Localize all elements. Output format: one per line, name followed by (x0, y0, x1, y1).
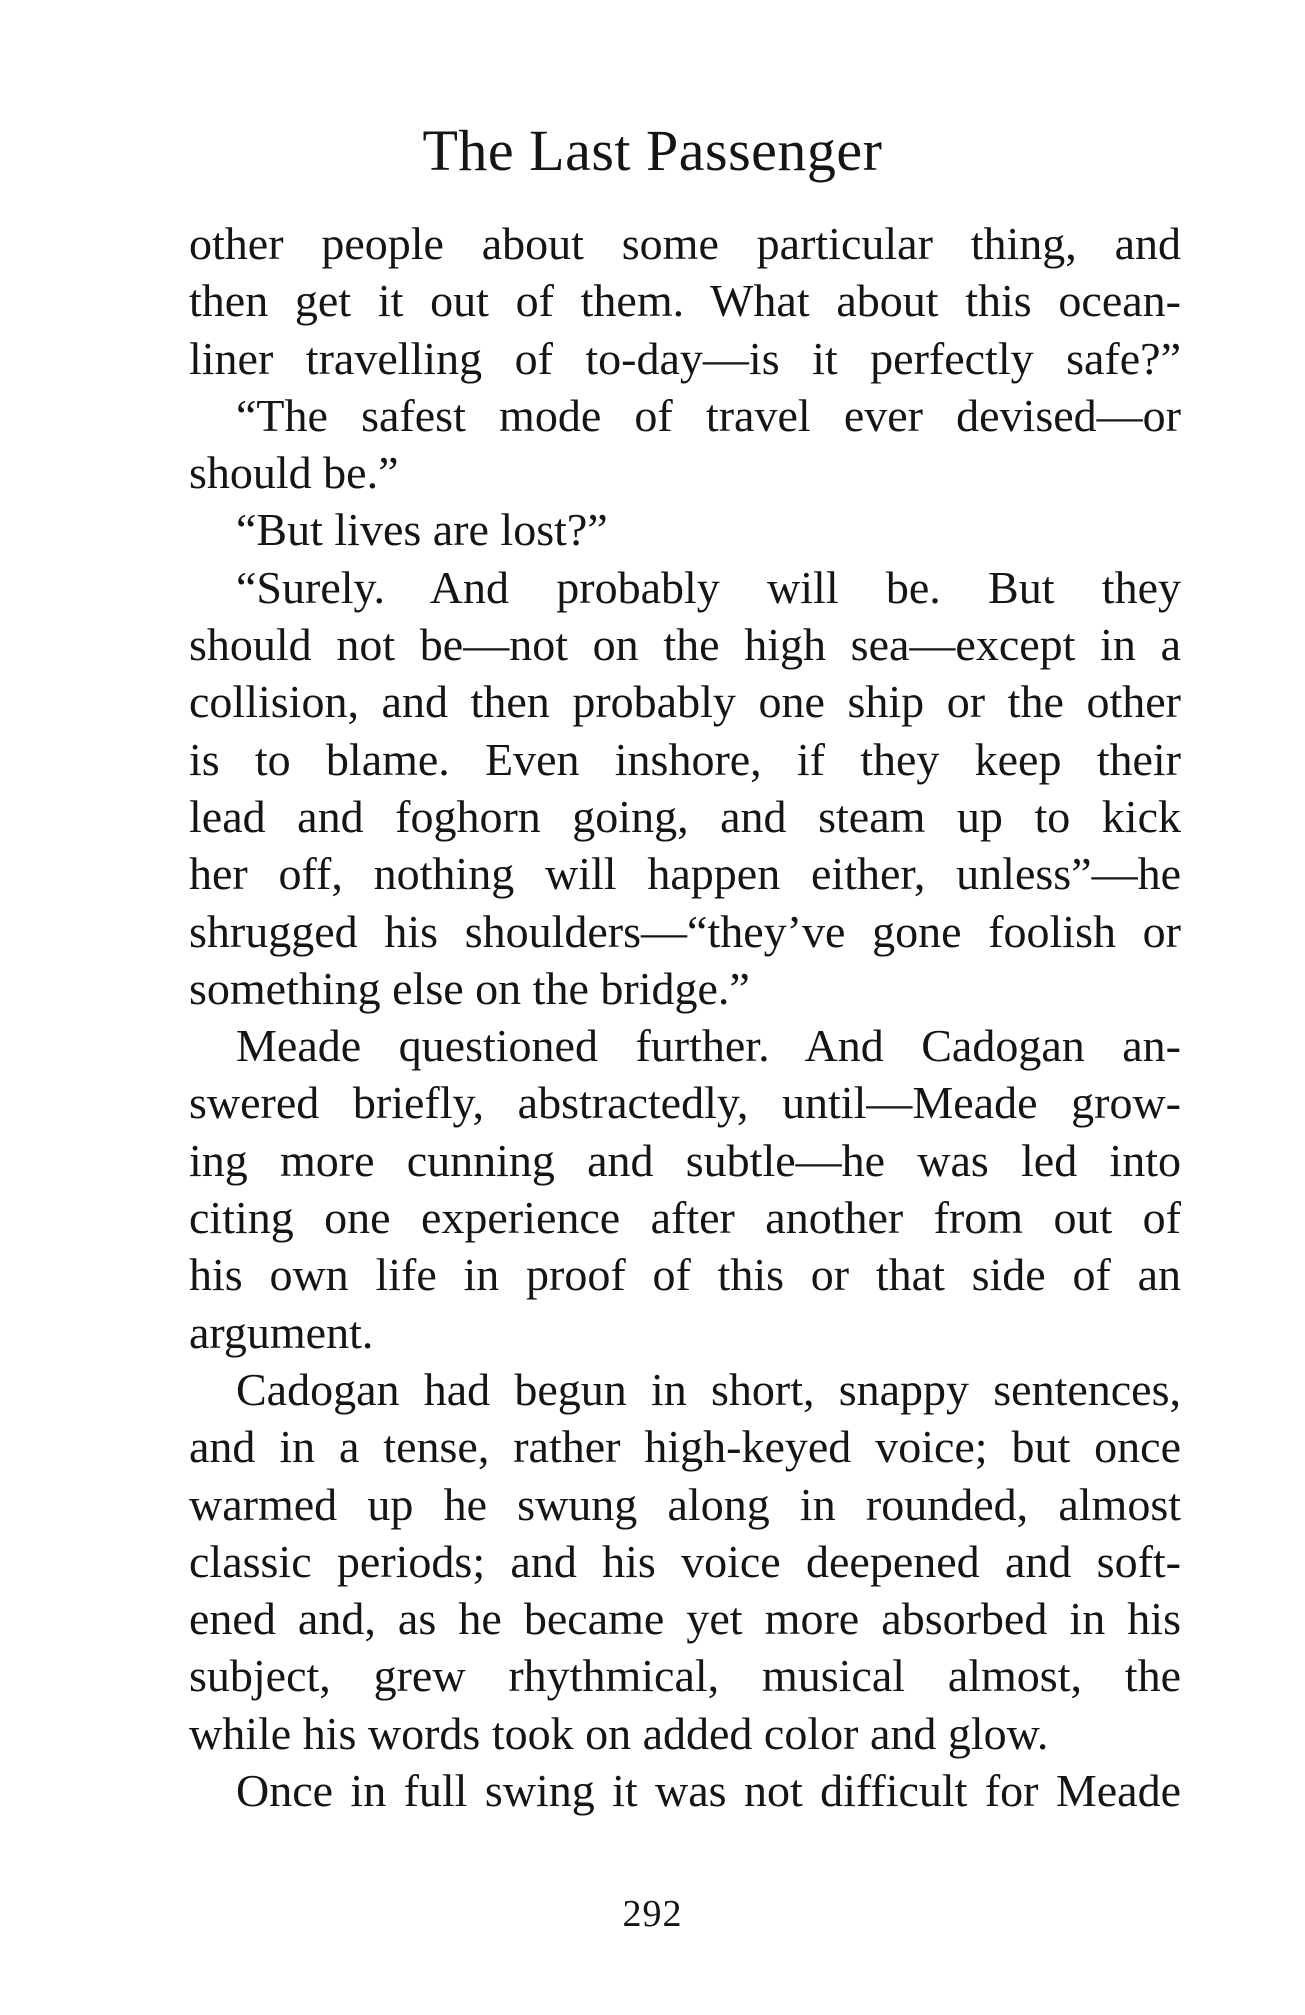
running-head: The Last Passenger (422, 118, 883, 183)
text-line: something else on the bridge.” (189, 962, 750, 1014)
body-text (189, 215, 1181, 1819)
text-line: classic periods; and his voice deepened and soft- (189, 1535, 1181, 1587)
page-number: 292 (622, 1893, 683, 1935)
text-line: while his words took on added color and glow. (189, 1707, 1049, 1759)
text-line: ened and, as he became yet more absorbed in his (189, 1593, 1181, 1645)
text-line: collision, and then probably one ship or the other (189, 676, 1181, 728)
text-line: liner travelling of to-day—is it perfectly safe?” (189, 332, 1181, 384)
text-line: ing more cunning and subtle—he was led into (189, 1134, 1181, 1186)
text-line: shrugged his shoulders—“they’ve gone foolish or (189, 905, 1181, 957)
text-line: Once in full swing it was not difficult for Meade (236, 1765, 1181, 1817)
text-line: “Surely. And probably will be. But they (236, 561, 1181, 613)
text-line: Meade questioned further. And Cadogan an- (236, 1020, 1181, 1072)
text-line: is to blame. Even inshore, if they keep their (189, 733, 1181, 785)
text-line: “The safest mode of travel ever devised—or (236, 389, 1181, 441)
text-line: should be.” (189, 447, 399, 499)
text-line: citing one experience after another from out of (189, 1192, 1181, 1244)
text-line: other people about some particular thing, and (189, 218, 1181, 269)
text-line: swered briefly, abstractedly, until—Meade grow- (189, 1077, 1181, 1129)
text-line: argument. (189, 1306, 374, 1358)
text-line: “But lives are lost?” (236, 504, 608, 556)
text-line: then get it out of them. What about this ocean- (189, 275, 1181, 327)
text-line: Cadogan had begun in short, snappy sentences, (236, 1363, 1181, 1415)
text-line: and in a tense, rather high-keyed voice; but once (189, 1421, 1181, 1473)
text-line: warmed up he swung along in rounded, almost (189, 1478, 1181, 1530)
text-line: her off, nothing will happen either, unless”—he (189, 848, 1181, 900)
text-line: lead and foghorn going, and steam up to kick (189, 790, 1181, 842)
text-line: should not be—not on the high sea—except in a (189, 619, 1181, 671)
text-line: subject, grew rhythmical, musical almost, the (189, 1650, 1181, 1702)
text-line: his own life in proof of this or that side of an (189, 1249, 1181, 1301)
